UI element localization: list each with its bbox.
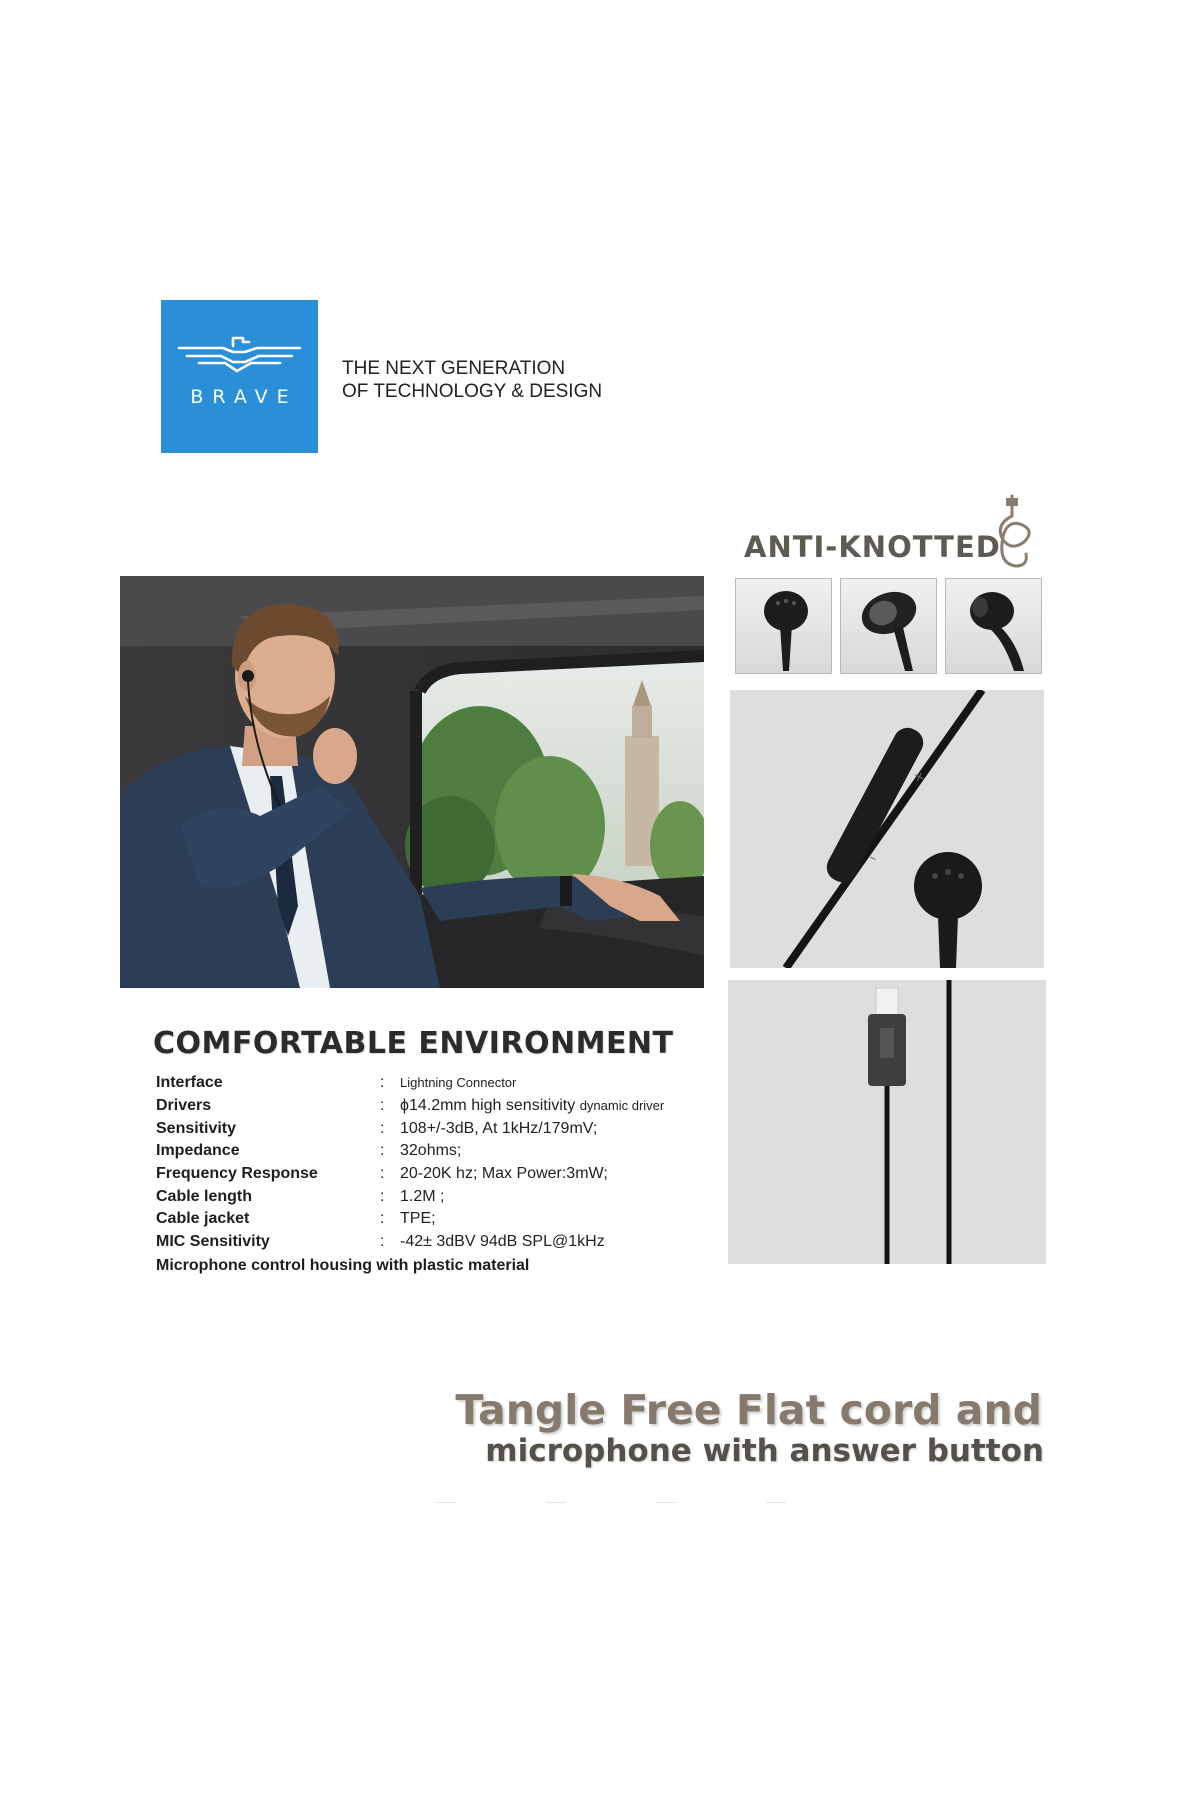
knot-icon xyxy=(992,494,1036,574)
spec-value xyxy=(400,1097,664,1115)
spec-row xyxy=(156,1185,716,1208)
spec-row xyxy=(156,1231,716,1254)
spec-row xyxy=(156,1117,716,1140)
specs-table xyxy=(156,1072,716,1278)
earbud-thumbnails xyxy=(735,578,1042,674)
brand-name: BRAVE xyxy=(190,386,298,408)
spec-value: 32ohms; xyxy=(400,1142,462,1160)
spec-value: 20-20K hz; Max Power:3mW; xyxy=(400,1165,608,1183)
spec-row xyxy=(156,1072,716,1095)
spec-label: Cable jacket xyxy=(156,1210,250,1228)
spec-value: -42± 3dBV 94dB SPL@1kHz xyxy=(400,1233,605,1251)
spec-value-text: ϕ14.2mm high sensitivity xyxy=(400,1097,576,1115)
spec-row xyxy=(156,1140,716,1163)
earbud-thumb-3 xyxy=(945,578,1042,674)
brand-tagline xyxy=(342,357,602,403)
lightning-connector-panel xyxy=(728,980,1046,1264)
spec-row xyxy=(156,1095,716,1118)
spec-value: TPE; xyxy=(400,1210,436,1228)
spec-label: MIC Sensitivity xyxy=(156,1233,270,1251)
spec-separator: : xyxy=(380,1142,385,1160)
spec-row xyxy=(156,1163,716,1186)
spec-separator: : xyxy=(380,1097,385,1115)
decorative-dashes xyxy=(436,1502,786,1503)
spec-separator: : xyxy=(380,1074,385,1092)
eagle-wings-icon xyxy=(177,332,302,380)
earbud-thumb-1 xyxy=(735,578,832,674)
spec-separator: : xyxy=(380,1119,385,1137)
spec-value-small: dynamic driver xyxy=(579,1098,665,1114)
brand-logo xyxy=(161,300,318,453)
spec-label: Frequency Response xyxy=(156,1165,318,1183)
spec-value xyxy=(400,1074,516,1092)
spec-label: Impedance xyxy=(156,1142,240,1160)
spec-value: 108+/-3dB, At 1kHz/179mV; xyxy=(400,1119,598,1137)
specs-note: Microphone control housing with plastic material xyxy=(156,1256,530,1274)
remote-control-panel xyxy=(730,690,1044,968)
earbud-thumb-2 xyxy=(840,578,937,674)
spec-separator: : xyxy=(380,1187,385,1205)
headline-line-2: microphone with answer button xyxy=(485,1433,1044,1469)
section-title: COMFORTABLE ENVIRONMENT xyxy=(153,1026,674,1061)
tagline-line-1: THE NEXT GENERATION xyxy=(342,358,566,379)
svg-text:–: – xyxy=(866,849,880,867)
spec-row xyxy=(156,1208,716,1231)
spec-label: Sensitivity xyxy=(156,1119,237,1137)
spec-value-small: Lightning Connector xyxy=(400,1075,517,1091)
anti-knotted-title: ANTI-KNOTTED xyxy=(744,530,1001,564)
lifestyle-photo xyxy=(120,576,704,988)
spec-label: Interface xyxy=(156,1074,223,1092)
spec-separator: : xyxy=(380,1165,385,1183)
spec-label: Drivers xyxy=(156,1097,212,1115)
headline-line-1: Tangle Free Flat cord and xyxy=(455,1386,1042,1434)
spec-separator: : xyxy=(380,1210,385,1228)
svg-text:+: + xyxy=(910,767,928,788)
tagline-line-2: OF TECHNOLOGY & DESIGN xyxy=(342,381,603,402)
spec-label: Cable length xyxy=(156,1187,253,1205)
spec-separator: : xyxy=(380,1233,385,1251)
spec-value: 1.2M ; xyxy=(400,1187,445,1205)
